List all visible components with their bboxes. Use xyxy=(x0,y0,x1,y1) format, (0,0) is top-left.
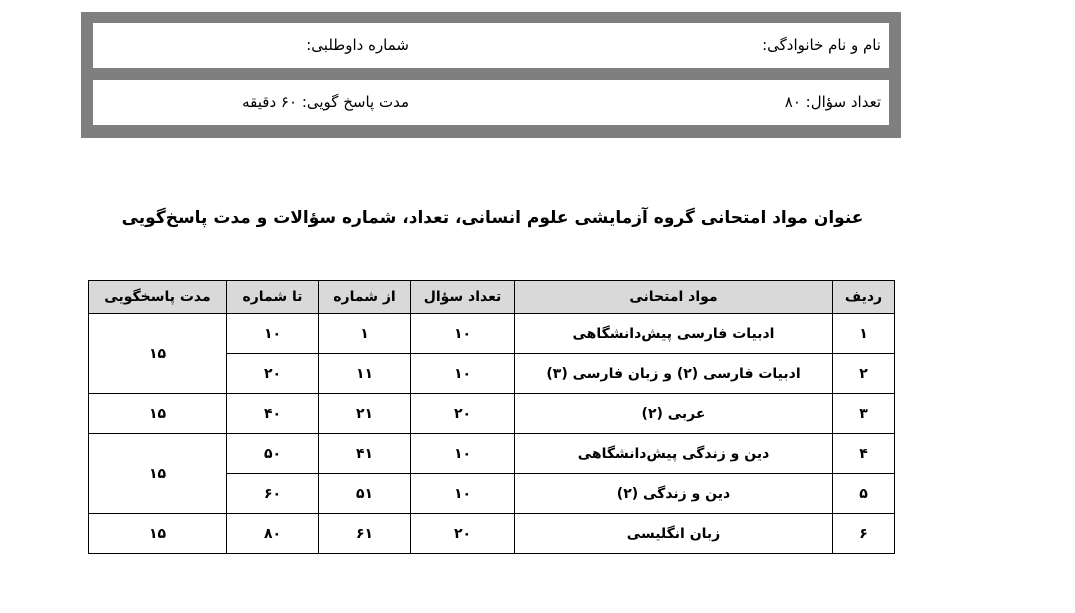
duration-cell: ۱۵ xyxy=(89,514,227,554)
to-number-cell: ۵۰ xyxy=(227,434,319,474)
row-number-cell: ۴ xyxy=(833,434,895,474)
duration-cell: ۱۵ xyxy=(89,314,227,394)
to-number-cell: ۱۰ xyxy=(227,314,319,354)
from-number-cell: ۱۱ xyxy=(319,354,411,394)
table-row xyxy=(89,314,895,354)
column-header-duration: مدت پاسخگویی xyxy=(89,281,227,314)
from-number-cell: ۴۱ xyxy=(319,434,411,474)
subject-cell: ادبیات فارسی (۲) و زبان فارسی (۳) xyxy=(515,354,833,394)
table-header-row xyxy=(89,281,895,314)
table-row xyxy=(89,434,895,474)
question-count-cell: ۲۰ xyxy=(411,514,515,554)
subject-cell: دین و زندگی (۲) xyxy=(515,474,833,514)
from-number-cell: ۵۱ xyxy=(319,474,411,514)
column-header-question-count: تعداد سؤال xyxy=(411,281,515,314)
subject-cell: ادبیات فارسی پیش‌دانشگاهی xyxy=(515,314,833,354)
to-number-cell: ۴۰ xyxy=(227,394,319,434)
subject-cell: عربی (۲) xyxy=(515,394,833,434)
table-row xyxy=(89,514,895,554)
duration-cell: ۱۵ xyxy=(89,394,227,434)
row-number-cell: ۳ xyxy=(833,394,895,434)
question-count-cell: ۲۰ xyxy=(411,394,515,434)
table-row xyxy=(89,394,895,434)
row-number-cell: ۱ xyxy=(833,314,895,354)
page-title: عنوان مواد امتحانی گروه آزمایشی علوم انسانی، تعداد، شماره سؤالات و مدت پاسخ‌گویی xyxy=(121,208,864,228)
column-header-row-number: ردیف xyxy=(833,281,895,314)
exam-info-frame xyxy=(81,12,901,138)
row-number-cell: ۲ xyxy=(833,354,895,394)
info-box-identity xyxy=(93,23,889,68)
question-count-cell: ۱۰ xyxy=(411,474,515,514)
subjects-table xyxy=(88,280,895,554)
question-count-cell: ۱۰ xyxy=(411,434,515,474)
duration-label: مدت پاسخ گویی: ۶۰ دقیقه xyxy=(242,93,409,111)
subject-cell: زبان انگلیسی xyxy=(515,514,833,554)
to-number-cell: ۸۰ xyxy=(227,514,319,554)
question-count-label: تعداد سؤال: ۸۰ xyxy=(784,93,881,111)
question-count-cell: ۱۰ xyxy=(411,314,515,354)
from-number-cell: ۲۱ xyxy=(319,394,411,434)
from-number-cell: ۶۱ xyxy=(319,514,411,554)
to-number-cell: ۶۰ xyxy=(227,474,319,514)
row-number-cell: ۵ xyxy=(833,474,895,514)
column-header-subject: مواد امتحانی xyxy=(515,281,833,314)
to-number-cell: ۲۰ xyxy=(227,354,319,394)
name-label: نام و نام خانوادگی: xyxy=(762,36,881,54)
candidate-number-label: شماره داوطلبی: xyxy=(306,36,409,54)
question-count-cell: ۱۰ xyxy=(411,354,515,394)
column-header-to-number: تا شماره xyxy=(227,281,319,314)
column-header-from-number: از شماره xyxy=(319,281,411,314)
subject-cell: دین و زندگی پیش‌دانشگاهی xyxy=(515,434,833,474)
info-box-exam xyxy=(93,80,889,125)
from-number-cell: ۱ xyxy=(319,314,411,354)
row-number-cell: ۶ xyxy=(833,514,895,554)
duration-cell: ۱۵ xyxy=(89,434,227,514)
